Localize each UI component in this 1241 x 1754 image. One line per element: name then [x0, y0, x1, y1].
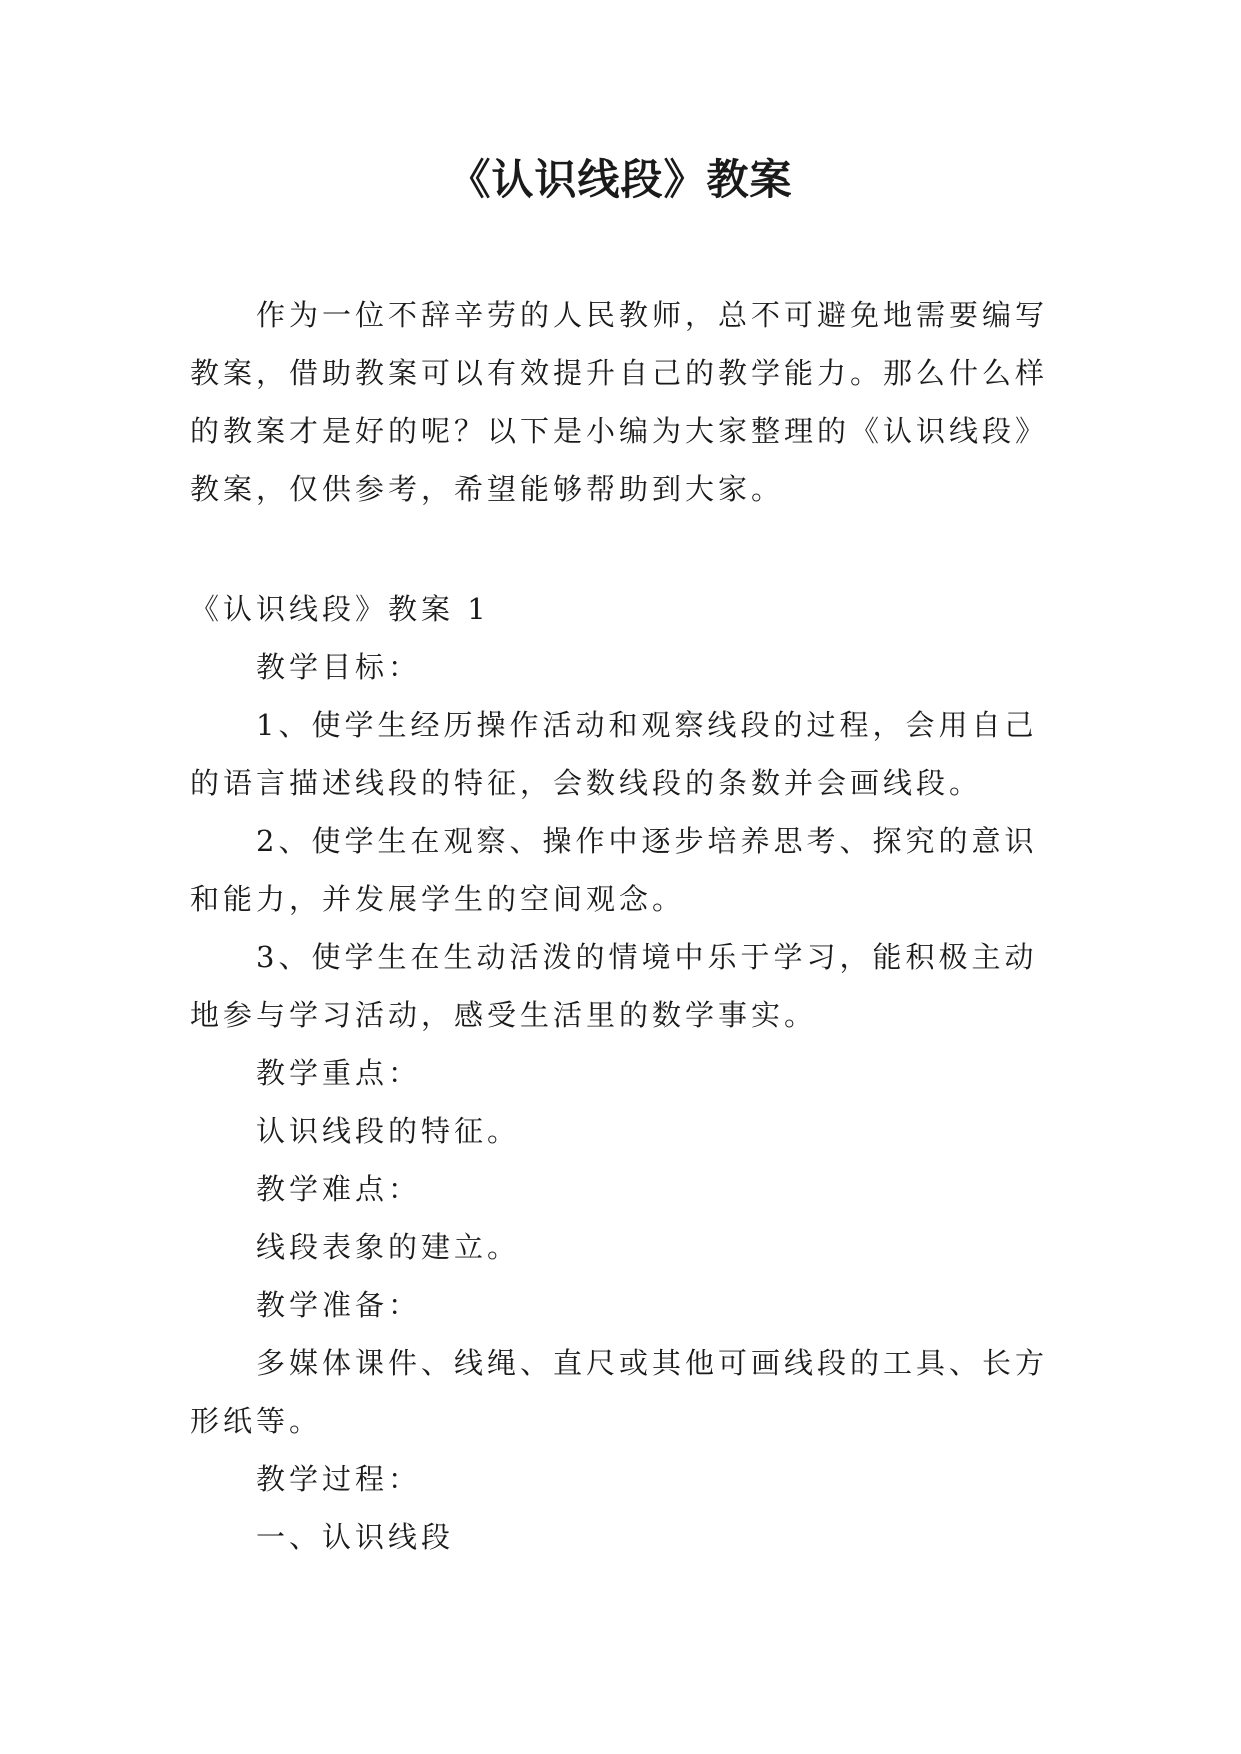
paragraph: 认识线段的特征。 — [256, 1114, 521, 1148]
paragraph: 2、使学生在观察、操作中逐步培养思考、探究的意识和能力，并发展学生的空间观念。 — [190, 824, 1038, 916]
paragraph: 1、使学生经历操作活动和观察线段的过程，会用自己的语言描述线段的特征，会数线段的条数并会画线段。 — [190, 708, 1038, 800]
paragraph: 教学难点： — [256, 1172, 422, 1206]
paragraph: 教学准备： — [256, 1288, 422, 1322]
document-body — [190, 286, 1065, 1566]
paragraph: 教学重点： — [256, 1056, 422, 1090]
paragraph: 教学过程： — [256, 1462, 422, 1496]
document-title: 《认识线段》教案 — [448, 155, 793, 204]
paragraph: 教学目标： — [256, 650, 422, 684]
section-heading: 《认识线段》教案 1 — [190, 592, 490, 626]
paragraph: 3、使学生在生动活泼的情境中乐于学习，能积极主动地参与学习活动，感受生活里的数学事实。 — [190, 940, 1038, 1032]
paragraph: 一、认识线段 — [256, 1520, 455, 1554]
intro-paragraph: 作为一位不辞辛劳的人民教师，总不可避免地需要编写教案，借助教案可以有效提升自己的教学能力。那么什么样的教案才是好的呢？以下是小编为大家整理的《认识线段》教案，仅供参考，希望能够帮助到大家。 — [190, 298, 1049, 506]
paragraph: 线段表象的建立。 — [256, 1230, 521, 1264]
paragraph: 多媒体课件、线绳、直尺或其他可画线段的工具、长方形纸等。 — [190, 1346, 1049, 1438]
